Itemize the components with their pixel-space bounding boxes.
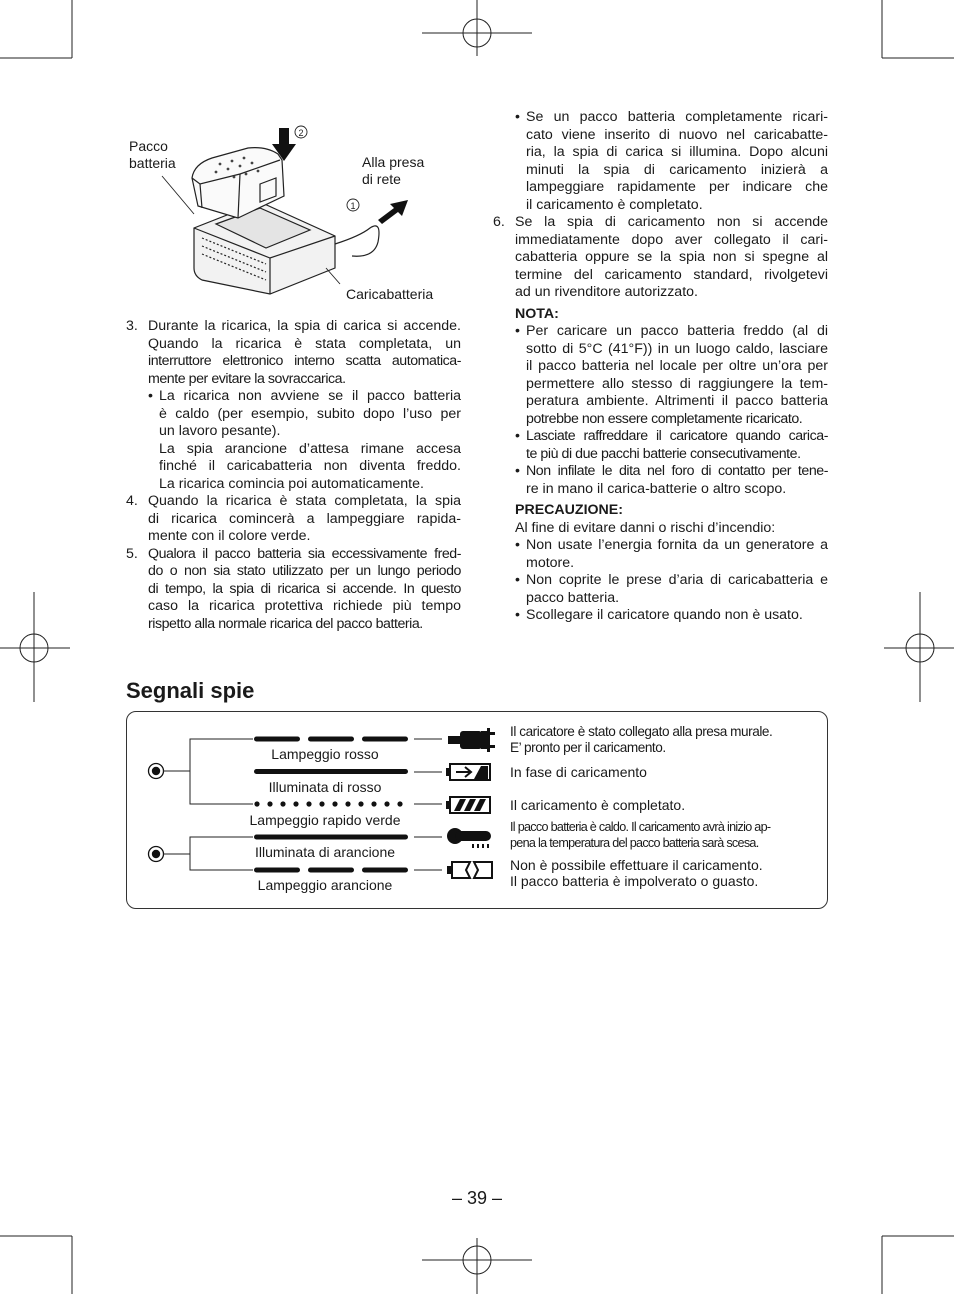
row-label-3: Lampeggio rapido verde bbox=[249, 812, 401, 828]
thermometer-icon bbox=[447, 828, 491, 848]
nota-title: NOTA: bbox=[515, 305, 559, 322]
bullet-top: • Se un pacco batteria completamente ricari- cato viene inserito di nuovo nel caricabatte- ria, la spia di carica si illumina. Dopo alcuni minuti la spia di caricamento inizierà a lampeggiare rapidamente per indicare che il caricamento è completato. bbox=[515, 109, 828, 213]
pattern-rapid-flashing bbox=[254, 801, 402, 806]
item-5: 5. Qualora il pacco batteria sia eccessivamente fred- do o non sia stato utilizzato per un lungo periodo di tempo, la spia di ricarica si accende. In questo caso la ricarica protettiva richiede più tempo rispetto alla normale ricarica del pacco batteria. bbox=[126, 545, 461, 632]
precauzione-section: PRECAUZIONE: Al fine di evitare danni o rischi d’incendio: • Non usate l’energia fornita da un generatore a motore. • Non coprite le prese d’aria di caricabatteria e pacco batteria. • Scollegare il caricatore quando non è usato. bbox=[515, 502, 828, 623]
label-charger: Caricabatteria bbox=[346, 286, 434, 302]
item-3: 3. Durante la ricarica, la spia di carica si accende. Quando la ricarica è stata completata, un interruttore elettronico interno scatta automatica- mente per evitare la sovraccarica. • La ricarica non avviene se il pacco batteria è caldo (per esempio, subito dopo l’uso per un lavoro pesante). La spia arancione d’attesa rimane accesa finché il caricabatteria non diventa freddo. La ricarica comincia poi automaticamente. bbox=[126, 318, 461, 492]
pattern-solid bbox=[254, 769, 408, 774]
battery-fault-icon bbox=[447, 862, 492, 878]
indicator-lamp-icon bbox=[149, 847, 164, 862]
section-title: Segnali spie bbox=[126, 678, 255, 703]
row-label-2: Illuminata di rosso bbox=[268, 779, 382, 795]
row-label-5: Lampeggio arancione bbox=[257, 877, 393, 893]
pattern-flashing bbox=[254, 737, 408, 742]
battery-charging-icon bbox=[446, 764, 490, 780]
row-desc-1: Il caricatore è stato collegato alla presa murale. E’ pronto per il caricamento. bbox=[510, 724, 773, 755]
item-3-bullet: • La ricarica non avviene se il pacco batteria è caldo (per esempio, subito dopo l’uso per un lavoro pesante). La spia arancione d’attesa rimane accesa finché il caricabatteria non diventa freddo. La ricarica comincia poi automaticamente. bbox=[148, 388, 461, 492]
label-pack: Pacco batteria bbox=[129, 138, 176, 171]
row-label-4: Illuminata di arancione bbox=[254, 844, 396, 860]
nota-section: NOTA: • Per caricare un pacco batteria freddo (al di sotto di 5°C (41°F)) in un luogo caldo, lasciare il pacco batteria nel locale per oltre un’ora per permettere allo stesso di raggiungere la tem- peratura ambiente. Altrimenti il pacco batteria potrebbe non essere completamente ricaricato. • Lasciate raffreddare il caricatore quando carica- te più di due pacchi batterie consecutivamente. • Non infilate le dita nel foro di contatto per tene- re in mano il carica-batterie o altro scopo. bbox=[515, 305, 828, 497]
item-6: 6. Se la spia di caricamento non si accende immediatamente dopo aver collegato il cari- cabatteria oppure se la spia non si spegne al termine del caricamento standard, rivolgetevi ad un rivenditore autorizzato. bbox=[493, 214, 828, 300]
marker-1: 1 bbox=[350, 201, 356, 211]
row-desc-2: In fase di caricamento bbox=[510, 764, 647, 780]
right-column bbox=[493, 109, 828, 625]
item-4: 4. Quando la ricarica è stata completata, la spia di ricarica comincerà a lampeggiare rapida- mente con il colore verde. bbox=[126, 493, 461, 544]
label-socket: Alla presa di rete bbox=[362, 154, 425, 187]
pattern-flashing bbox=[254, 868, 408, 873]
plug-arrow-icon bbox=[378, 200, 408, 224]
plug-icon bbox=[448, 728, 495, 752]
row-label-1: Lampeggio rosso bbox=[271, 746, 379, 762]
pattern-solid bbox=[254, 835, 408, 840]
indicator-lamp-icon bbox=[149, 764, 164, 779]
row-desc-5: Non è possibile effettuare il caricamento. Il pacco batteria è impolverato o guasto. bbox=[510, 857, 763, 889]
page-number: – 39 – bbox=[451, 1188, 503, 1208]
battery-full-icon bbox=[446, 797, 490, 813]
left-column bbox=[126, 318, 461, 633]
marker-2: 2 bbox=[298, 128, 304, 138]
precauzione-title: PRECAUZIONE: bbox=[515, 502, 623, 518]
row-desc-3: Il caricamento è completato. bbox=[510, 797, 686, 813]
row-desc-4: Il pacco batteria è caldo. Il caricamento avrà inizio ap- pena la temperatura del pacco batteria sarà scesa. bbox=[510, 820, 771, 850]
